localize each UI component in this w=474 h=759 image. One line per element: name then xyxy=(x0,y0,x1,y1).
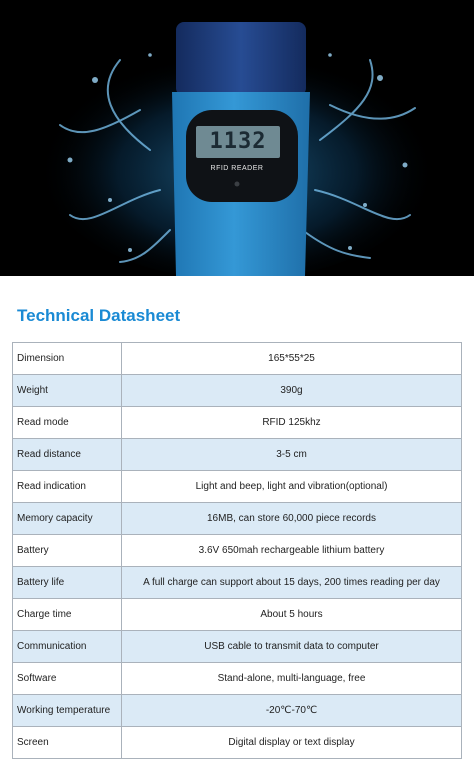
table-row xyxy=(13,567,462,599)
spec-value: -20℃-70℃ xyxy=(122,695,462,727)
table-row xyxy=(13,727,462,759)
table-row xyxy=(13,535,462,567)
spec-label: Weight xyxy=(13,375,122,407)
spec-label: Read distance xyxy=(13,439,122,471)
spec-label: Battery xyxy=(13,535,122,567)
spec-label: Memory capacity xyxy=(13,503,122,535)
spec-value: 3-5 cm xyxy=(122,439,462,471)
spec-value: 16MB, can store 60,000 piece records xyxy=(122,503,462,535)
spec-label: Charge time xyxy=(13,599,122,631)
spec-value: Digital display or text display xyxy=(122,727,462,759)
spec-label: Communication xyxy=(13,631,122,663)
spec-value: About 5 hours xyxy=(122,599,462,631)
spec-label: Read mode xyxy=(13,407,122,439)
lcd-display: 1132 xyxy=(209,129,267,154)
table-row xyxy=(13,343,462,375)
product-hero-image xyxy=(0,0,474,276)
spec-label: Working temperature xyxy=(13,695,122,727)
table-row xyxy=(13,695,462,727)
spec-value: 390g xyxy=(122,375,462,407)
spec-value: Stand-alone, multi-language, free xyxy=(122,663,462,695)
spec-label: Read indication xyxy=(13,471,122,503)
table-row xyxy=(13,471,462,503)
device-label: RFID READER xyxy=(210,165,264,172)
spec-value: USB cable to transmit data to computer xyxy=(122,631,462,663)
table-row xyxy=(13,599,462,631)
page-title: Technical Datasheet xyxy=(17,306,181,325)
spec-label: Screen xyxy=(13,727,122,759)
spec-value: Light and beep, light and vibration(optional) xyxy=(122,471,462,503)
spec-value: A full charge can support about 15 days, 200 times reading per day xyxy=(122,567,462,599)
spec-label: Battery life xyxy=(13,567,122,599)
table-row xyxy=(13,503,462,535)
spec-label: Dimension xyxy=(13,343,122,375)
table-row xyxy=(13,631,462,663)
table-row xyxy=(13,439,462,471)
spec-value: 3.6V 650mah rechargeable lithium battery xyxy=(122,535,462,567)
spec-table xyxy=(12,342,462,759)
table-row xyxy=(13,375,462,407)
spec-label: Software xyxy=(13,663,122,695)
spec-value: 165*55*25 xyxy=(122,343,462,375)
table-row xyxy=(13,407,462,439)
table-row xyxy=(13,663,462,695)
spec-value: RFID 125khz xyxy=(122,407,462,439)
